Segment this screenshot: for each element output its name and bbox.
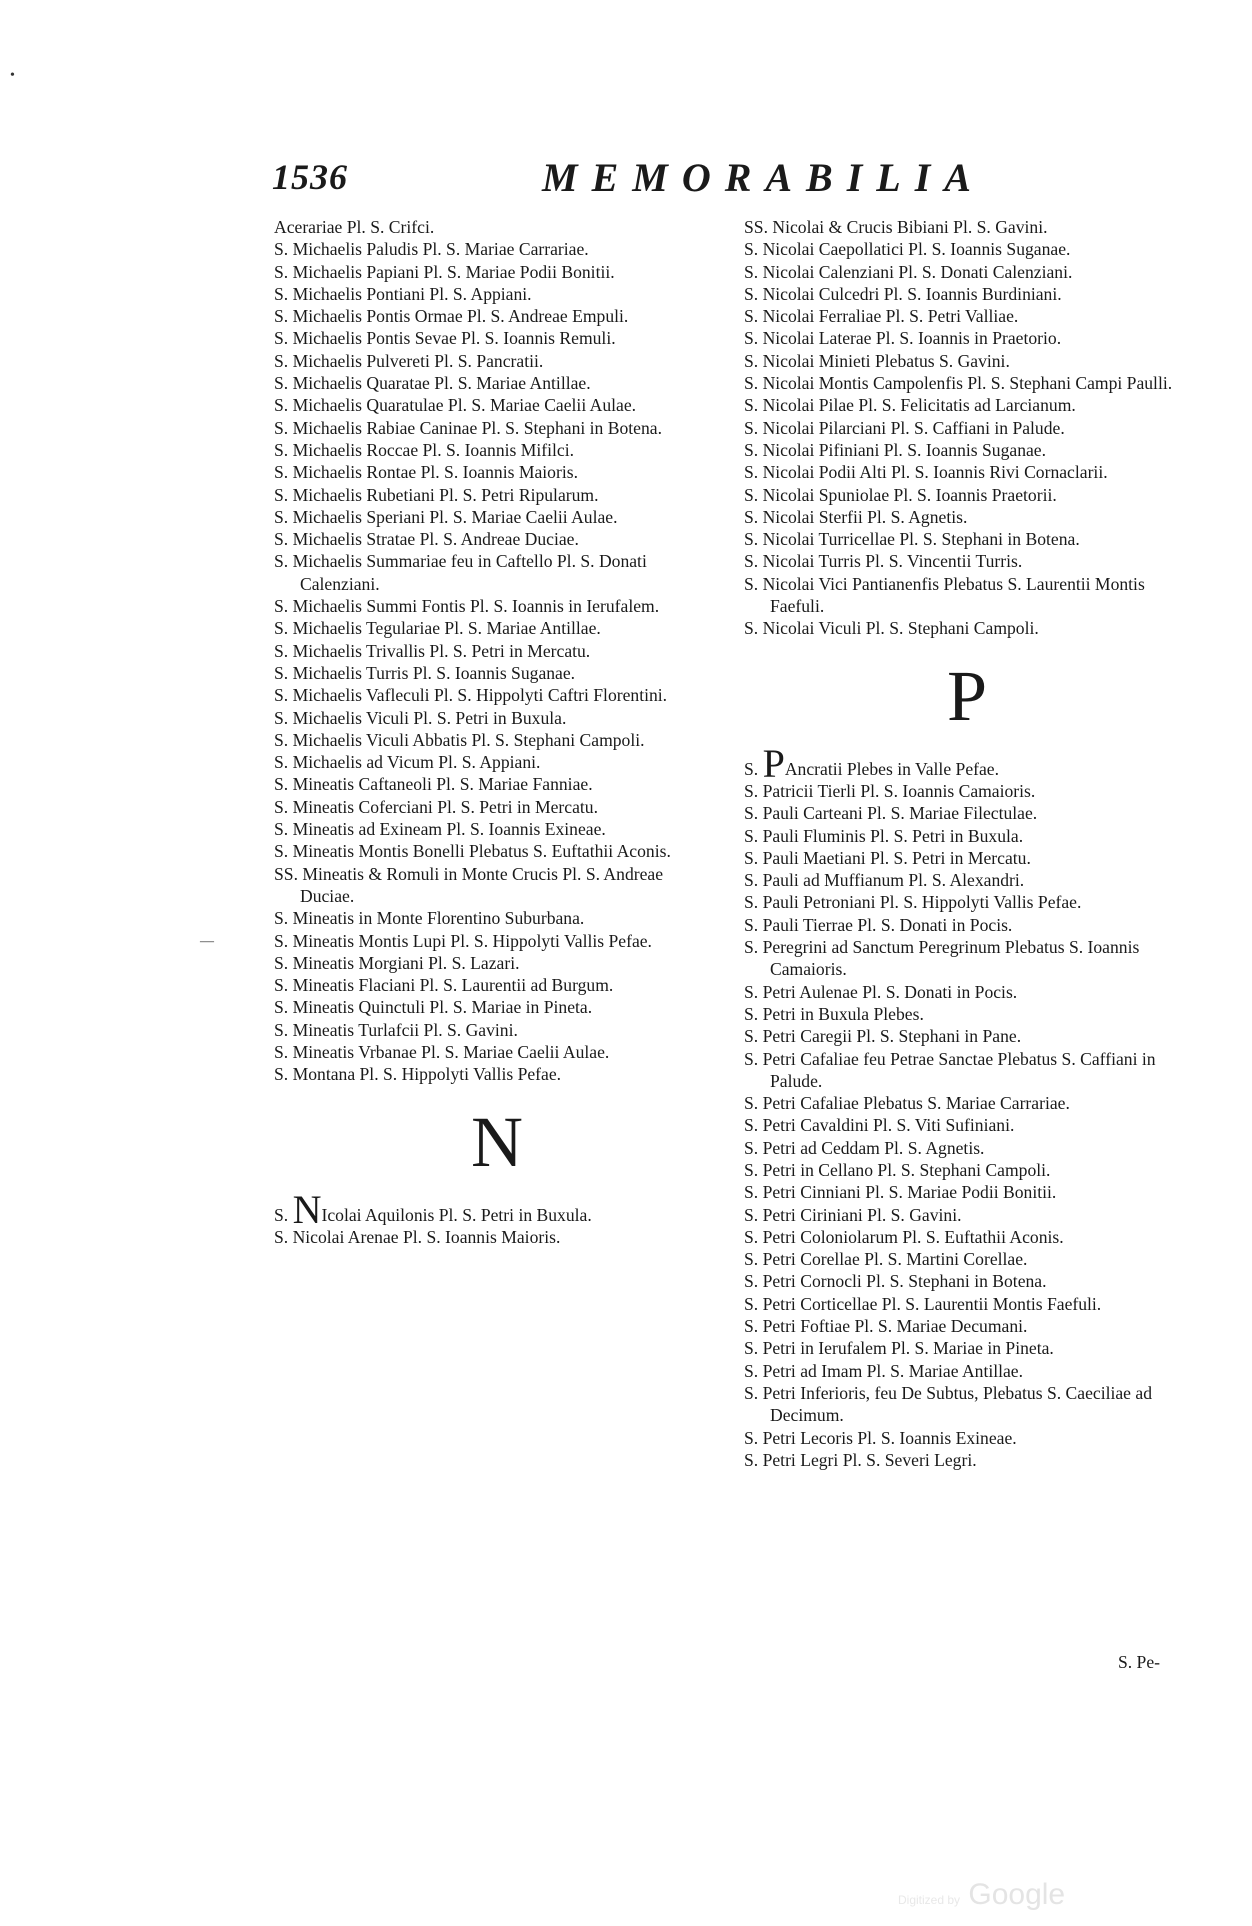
index-entry: S. Michaelis Trivallis Pl. S. Petri in Mercatu. [274,640,591,661]
index-entry: S. Michaelis Stratae Pl. S. Andreae Duciae. [274,529,579,550]
index-entry: S. Nicolai Viculi Pl. S. Stephani Campoli. [744,618,1039,639]
index-entry: S. Michaelis Summi Fontis Pl. S. Ioannis in Ierufalem. [274,596,660,617]
index-entry: S. Michaelis Rabiae Caninae Pl. S. Stephani in Botena. [274,417,662,438]
index-entry: S. Michaelis Tegulariae Pl. S. Mariae Antillae. [274,618,601,639]
index-entry: S. Petri in Cellano Pl. S. Stephani Campoli. [744,1159,1051,1180]
drop-initial-n: N [292,1186,322,1232]
index-entry: S. Mineatis Vrbanae Pl. S. Mariae Caelii Aulae. [274,1041,610,1062]
index-entry: S. Michaelis Speriani Pl. S. Mariae Caelii Aulae. [274,506,618,527]
entry-rest: Ancratii Plebes in Valle Pefae. [784,758,1000,779]
index-entry: S. Michaelis Papiani Pl. S. Mariae Podii Bonitii. [274,261,615,282]
index-entry: S. Petri in Ierufalem Pl. S. Mariae in Pineta. [744,1338,1054,1359]
index-entry: S. Petri ad Ceddam Pl. S. Agnetis. [744,1137,985,1158]
watermark-brand: Google [968,1878,1066,1911]
index-entry: S. Petri Ciriniani Pl. S. Gavini. [744,1204,962,1225]
index-entry: S. Nicolai Calenziani Pl. S. Donati Calenziani. [744,261,1073,282]
index-entry: S. Michaelis Viculi Abbatis Pl. S. Stephani Campoli. [274,729,645,750]
index-entry: SS. Nicolai & Crucis Bibiani Pl. S. Gavini. [744,217,1048,237]
index-entry: S. Michaelis Pulvereti Pl. S. Pancratii. [274,350,544,371]
running-title: MEMORABILIA [542,155,985,200]
left-entries-before-n [274,216,720,1086]
index-entry: S. Michaelis ad Vicum Pl. S. Appiani. [274,752,541,773]
index-entry: S. Petri Cornocli Pl. S. Stephani in Botena. [744,1271,1047,1292]
index-entry: S. Nicolai Podii Alti Pl. S. Ioannis Rivi Cornaclarii. [744,462,1108,483]
index-entry: S. Petri Coloniolarum Pl. S. Euftathii Aconis. [744,1226,1064,1247]
index-entry: S. Michaelis Roccae Pl. S. Ioannis Mifilci. [274,439,575,460]
index-entry: S. Petri Inferioris, feu De Subtus, Plebatus S. Caeciliae ad Decimum. [744,1382,1152,1426]
index-entry: S. Pauli Maetiani Pl. S. Petri in Mercatu. [744,847,1031,868]
index-entry: S. Nicolai Arenae Pl. S. Ioannis Maioris. [274,1226,561,1247]
index-entry: S. Peregrini ad Sanctum Peregrinum Plebatus S. Ioannis Camaioris. [744,937,1140,980]
index-entry: S. Pauli ad Muffianum Pl. S. Alexandri. [744,870,1025,891]
google-watermark [898,1878,1065,1912]
page-number: 1536 [272,157,348,197]
section-letter-n: N [471,1101,523,1182]
index-entry: S. Nicolai Sterfii Pl. S. Agnetis. [744,506,968,527]
catchword: S. Pe- [1117,1652,1160,1672]
index-entry: S. Michaelis Quaratulae Pl. S. Mariae Caelii Aulae. [274,395,637,416]
index-entry: S. Mineatis in Monte Florentino Suburbana. [274,908,585,929]
index-entry: S. Nicolai Laterae Pl. S. Ioannis in Praetorio. [744,328,1062,349]
scan-speck: — [200,934,214,949]
index-entry: S. Mineatis Montis Bonelli Plebatus S. Euftathii Aconis. [274,841,671,862]
index-entry: S. Patricii Tierli Pl. S. Ioannis Camaioris. [744,780,1036,801]
index-entry: S. Michaelis Viculi Pl. S. Petri in Buxula. [274,707,567,728]
page-header [272,150,985,200]
index-entry: S. Petri Aulenae Pl. S. Donati in Pocis. [744,981,1018,1002]
index-entry: S. Petri Legri Pl. S. Severi Legri. [744,1449,977,1470]
index-entry: S. Petri ad Imam Pl. S. Mariae Antillae. [744,1360,1024,1381]
index-entry: S. Petri Corticellae Pl. S. Laurentii Montis Faefuli. [744,1293,1102,1314]
entry-prefix: S. [274,1204,289,1225]
right-column [744,216,1190,1471]
index-entry: S. Michaelis Pontis Ormae Pl. S. Andreae Empuli. [274,306,629,327]
index-entry: SS. Mineatis & Romuli in Monte Crucis Pl. S. Andreae Duciae. [274,863,664,906]
index-entry: S. Nicolai Spuniolae Pl. S. Ioannis Praetorii. [744,484,1057,505]
index-entry: S. Michaelis Paludis Pl. S. Mariae Carrariae. [274,239,589,260]
index-entry: S. Pauli Fluminis Pl. S. Petri in Buxula. [744,825,1024,846]
index-entry: S. Mineatis Coferciani Pl. S. Petri in Mercatu. [274,796,598,817]
index-entry: S. Montana Pl. S. Hippolyti Vallis Pefae. [274,1064,562,1085]
index-entry: S. Petri in Buxula Plebes. [744,1003,924,1024]
index-entry: S. Nicolai Pilarciani Pl. S. Caffiani in Palude. [744,417,1065,438]
index-entry: S. Michaelis Turris Pl. S. Ioannis Suganae. [274,662,576,683]
entry-prefix: S. [744,758,759,779]
index-entry: S. Petri Caregii Pl. S. Stephani in Pane. [744,1026,1022,1047]
index-entry: S. Pauli Carteani Pl. S. Mariae Filectulae. [744,803,1038,824]
index-entry: S. Pauli Tierrae Pl. S. Donati in Pocis. [744,914,1013,935]
right-entries-after-p [744,780,1190,1471]
index-entry: S. Nicolai Vici Pantianenfis Plebatus S. Laurentii Montis Faefuli. [744,573,1145,617]
index-entry: S. Mineatis Turlafcii Pl. S. Gavini. [274,1019,518,1040]
drop-initial-p: P [762,740,785,786]
index-entry: Acerariae Pl. S. Crifci. [274,217,435,237]
section-letter-p: P [946,655,988,736]
index-entry: S. Petri Lecoris Pl. S. Ioannis Exineae. [744,1427,1017,1448]
index-entry: S. Mineatis Morgiani Pl. S. Lazari. [274,952,520,973]
entry-rest: Icolai Aquilonis Pl. S. Petri in Buxula. [321,1204,592,1225]
index-entry: S. Mineatis Flaciani Pl. S. Laurentii ad Burgum. [274,975,614,996]
index-entry: S. Petri Cafaliae Plebatus S. Mariae Carrariae. [744,1093,1070,1114]
section-p-first-entry [744,740,1190,786]
index-entry: S. Pauli Petroniani Pl. S. Hippolyti Vallis Pefae. [744,892,1082,913]
index-entry: S. Nicolai Minieti Plebatus S. Gavini. [744,350,1010,371]
index-entry: S. Michaelis Vafleculi Pl. S. Hippolyti Caftri Florentini. [274,685,668,706]
index-entry: S. Mineatis Montis Lupi Pl. S. Hippolyti Vallis Pefae. [274,930,652,951]
index-entry: S. Nicolai Turricellae Pl. S. Stephani in Botena. [744,529,1080,550]
index-entry: S. Nicolai Caepollatici Pl. S. Ioannis Suganae. [744,239,1071,260]
watermark-prefix: Digitized by [898,1893,961,1907]
left-column [274,216,720,1248]
index-entry: S. Michaelis Summariae feu in Caftello Pl. S. Donati Calenziani. [274,551,647,594]
index-entry: S. Mineatis Caftaneoli Pl. S. Mariae Fanniae. [274,774,593,795]
index-entry: S. Petri Cavaldini Pl. S. Viti Sufiniani. [744,1115,1015,1136]
left-entries-after-n [274,1226,720,1248]
index-entry: S. Nicolai Pifiniani Pl. S. Ioannis Suganae. [744,439,1047,460]
index-entry: S. Michaelis Rontae Pl. S. Ioannis Maioris. [274,462,578,483]
index-entry: S. Michaelis Pontis Sevae Pl. S. Ioannis Remuli. [274,328,616,349]
index-entry: S. Michaelis Quaratae Pl. S. Mariae Antillae. [274,373,591,394]
index-entry: S. Mineatis Quinctuli Pl. S. Mariae in Pineta. [274,997,593,1018]
index-entry: S. Nicolai Pilae Pl. S. Felicitatis ad Larcianum. [744,395,1076,416]
index-entry: S. Petri Foftiae Pl. S. Mariae Decumani. [744,1316,1028,1337]
index-entry: S. Petri Corellae Pl. S. Martini Corellae. [744,1249,1028,1270]
index-entry: S. Nicolai Ferraliae Pl. S. Petri Valliae. [744,306,1019,327]
right-entries-before-p [744,216,1190,640]
index-entry: S. Nicolai Culcedri Pl. S. Ioannis Burdiniani. [744,283,1062,304]
index-entry: S. Michaelis Rubetiani Pl. S. Petri Ripularum. [274,484,599,505]
index-entry: S. Nicolai Turris Pl. S. Vincentii Turris. [744,551,1023,572]
section-n-first-entry [274,1186,720,1232]
index-entry: S. Michaelis Pontiani Pl. S. Appiani. [274,283,532,304]
index-entry: S. Petri Cinniani Pl. S. Mariae Podii Bonitii. [744,1182,1057,1203]
scan-speck: • [10,68,15,83]
index-entry: S. Nicolai Montis Campolenfis Pl. S. Stephani Campi Paulli. [744,373,1173,394]
index-entry: S. Petri Cafaliae feu Petrae Sanctae Plebatus S. Caffiani in Palude. [744,1048,1156,1091]
index-entry: S. Mineatis ad Exineam Pl. S. Ioannis Exineae. [274,819,606,840]
